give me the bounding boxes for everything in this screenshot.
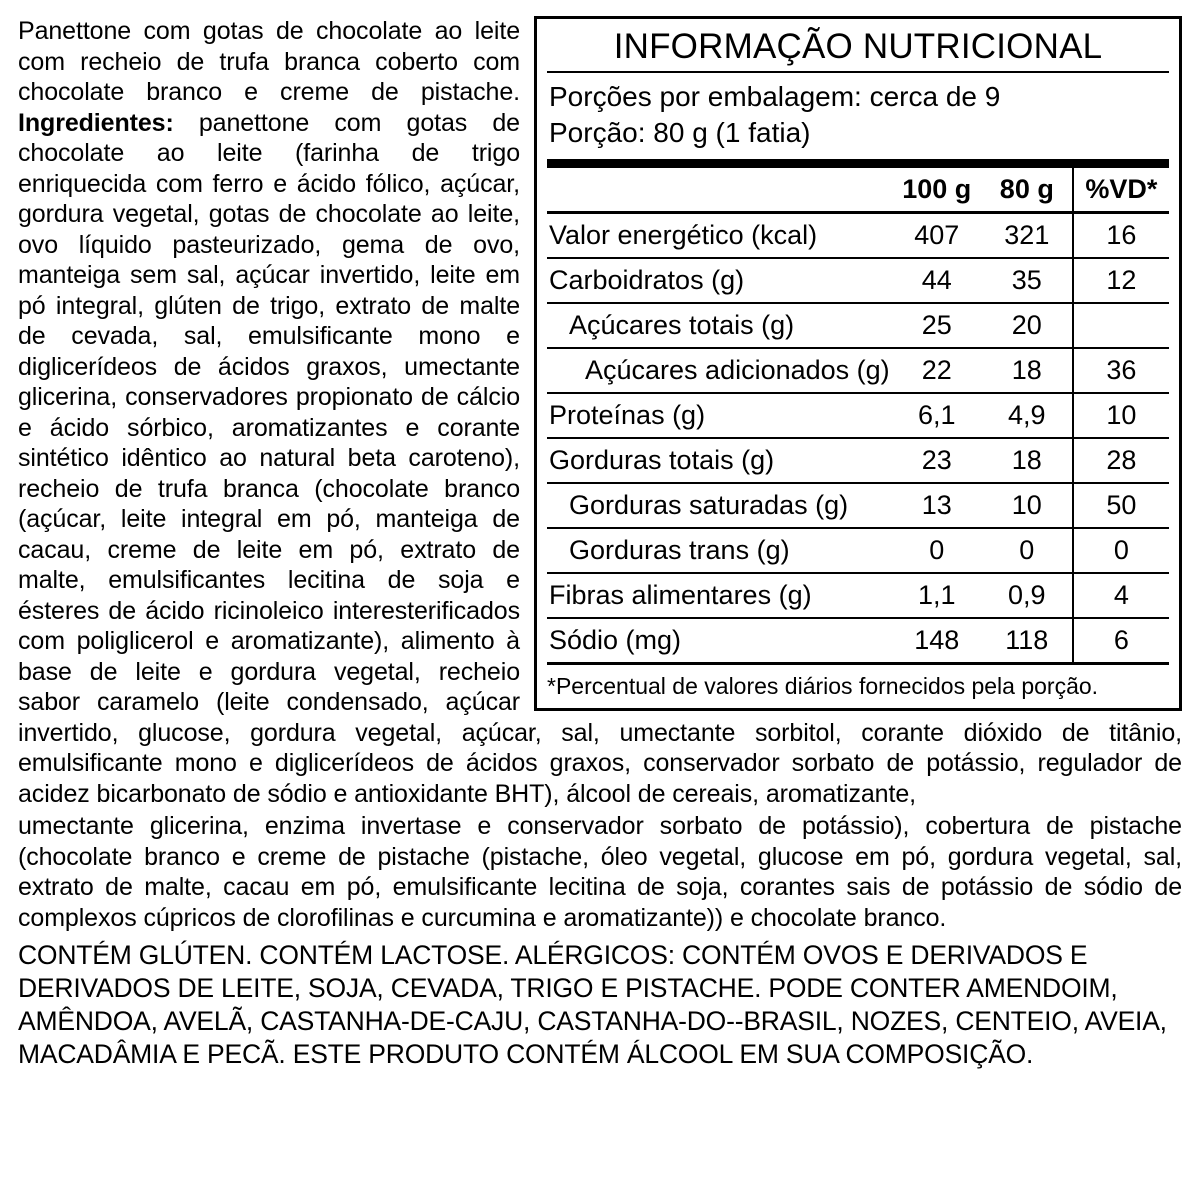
value-80g: 0,9 — [982, 573, 1073, 618]
value-80g: 118 — [1005, 624, 1049, 655]
nutrient-name: Carboidratos (g) — [547, 258, 892, 303]
value-80g: 10 — [982, 483, 1073, 528]
serving-info — [547, 73, 1169, 168]
nutrition-title: INFORMAÇÃO NUTRICIONAL — [547, 27, 1169, 73]
value-100g: 23 — [892, 438, 982, 483]
table-row — [547, 573, 1169, 618]
servings-per-package: Porções por embalagem: cerca de 9 — [549, 81, 1001, 112]
nutrient-name: Fibras alimentares (g) — [547, 573, 892, 618]
value-vd: 0 — [1073, 528, 1169, 573]
allergen-statement: CONTÉM GLÚTEN. CONTÉM LACTOSE. ALÉRGICOS: CONTÉM OVOS E DERIVADOS E DERIVADOS DE LEITE, SOJA, CEVADA, TRIGO E PISTACHE. PODE CONTER AMENDOIM, AMÊNDOA, AVELÃ, CASTANHA-DE-CAJU, CASTANHA-DO--BRASIL, NOZES, CENTEIO, AVEIA, MACADÂMIA E PECÃ. ESTE PRODUTO CONTÉM ÁLCOOL EM SUA COMPOSIÇÃO. — [18, 940, 1167, 1069]
nutrient-name: Valor energético (kcal) — [547, 212, 892, 258]
value-100g: 22 — [892, 348, 982, 393]
nutrient-name: Proteínas (g) — [547, 393, 892, 438]
column-header-vd: %VD* — [1073, 168, 1169, 213]
nutrition-facts-panel — [534, 16, 1182, 711]
table-row — [547, 618, 1169, 662]
value-80g: 321 — [982, 212, 1073, 258]
value-80g: 18 — [982, 438, 1073, 483]
nutrient-name: Gorduras saturadas (g) — [547, 483, 892, 528]
value-vd: 28 — [1073, 438, 1169, 483]
table-row — [547, 258, 1169, 303]
value-vd: 12 — [1073, 258, 1169, 303]
ingredients-body-column: panettone com gotas de chocolate ao leite (farinha de trigo enriquecida com ferro e ácido fólico, açúcar, gordura vegetal, gotas de chocolate ao leite, ovo líquido pasteurizado, gema de ovo, manteiga sem sal, açúcar invertido, leite em pó integral, glúten de trigo, extrato de malte de cevada, sal, emulsificante mono e diglicerídeos de ácidos graxos, umectante glicerina, conservadores propionato de cálcio e ácido sórbico, aromatizantes e corante sintético idêntico ao natural beta caroteno), recheio de trufa branca (chocolate branco (açúcar, leite integral em pó, manteiga de cacau, creme de leite em pó, extrato de malte, emulsificantes lecitina de soja e ésteres de ácido ricinoleico interesterificados com poliglicerol e aromatizante), alimento à base de leite e gordura vegetal, recheio sabor caramelo (leite condensado, açúcar invertido, glucose, gordura vegetal, açúcar, sal, umectante sorbitol, corante dióxido de titânio, emulsificante mono e diglicerídeos de ácidos graxos, conservador sorbato de potássio, regulador de acidez bicarbonato de sódio e antioxidante BHT), álcool de cereais, aromatizante, — [18, 108, 1182, 808]
nutrient-name: Gorduras trans (g) — [547, 528, 892, 573]
nutrient-name: Açúcares totais (g) — [547, 303, 892, 348]
value-100g: 13 — [892, 483, 982, 528]
table-row — [547, 212, 1169, 258]
serving-size: Porção: 80 g (1 fatia) — [549, 116, 811, 148]
nutrient-name: Gorduras totais (g) — [547, 438, 892, 483]
value-100g: 0 — [892, 528, 982, 573]
table-row — [547, 528, 1169, 573]
value-vd: 4 — [1073, 573, 1169, 618]
value-100g: 44 — [892, 258, 982, 303]
product-description: Panettone com gotas de chocolate ao leite com recheio de trufa branca coberto com chocolate branco e creme de pistache. — [18, 17, 520, 106]
value-100g: 1,1 — [892, 573, 982, 618]
column-header-80g: 80 g — [982, 168, 1073, 213]
value-vd: 16 — [1073, 212, 1169, 258]
ingredients-label: Ingredientes: — [18, 108, 174, 137]
table-row — [547, 393, 1169, 438]
nutrition-footnote: *Percentual de valores diários fornecidos pela porção. — [547, 662, 1169, 700]
value-100g: 25 — [892, 303, 982, 348]
table-row — [547, 348, 1169, 393]
table-header-row — [547, 168, 1169, 213]
value-80g: 0 — [982, 528, 1073, 573]
value-vd: 36 — [1073, 348, 1169, 393]
value-80g: 20 — [982, 303, 1073, 348]
value-vd — [1073, 303, 1169, 348]
value-100g: 407 — [892, 212, 982, 258]
value-80g: 18 — [982, 348, 1073, 393]
nutrient-name: Sódio (mg) — [549, 624, 682, 655]
value-100g: 6,1 — [892, 393, 982, 438]
nutrition-table — [547, 168, 1169, 662]
ingredients-continuation: umectante glicerina, enzima invertase e conservador sorbato de potássio), cobertura de pistache (chocolate branco e creme de pistache (pistache, óleo vegetal, glucose em pó, gordura vegetal, sal, extrato de malte, cacau em pó, emulsificante lecitina de soja, corantes sais de potássio de sódio de complexos cúpricos de clorofilinas e curcumina e aromatizante)) e chocolate branco. — [18, 812, 1182, 932]
column-header-100g: 100 g — [892, 168, 982, 213]
nutrition-table-body — [547, 212, 1169, 662]
value-80g: 35 — [982, 258, 1073, 303]
value-vd: 10 — [1073, 393, 1169, 438]
top-area — [18, 16, 1182, 809]
table-row — [547, 303, 1169, 348]
value-vd: 6 — [1073, 618, 1169, 662]
value-100g: 148 — [914, 624, 960, 655]
column-header-nutrient — [547, 168, 892, 213]
table-row — [547, 483, 1169, 528]
nutrition-table-head — [547, 168, 1169, 213]
value-vd: 50 — [1073, 483, 1169, 528]
value-80g: 4,9 — [982, 393, 1073, 438]
nutrient-name: Açúcares adicionados (g) — [547, 348, 892, 393]
table-row — [547, 438, 1169, 483]
